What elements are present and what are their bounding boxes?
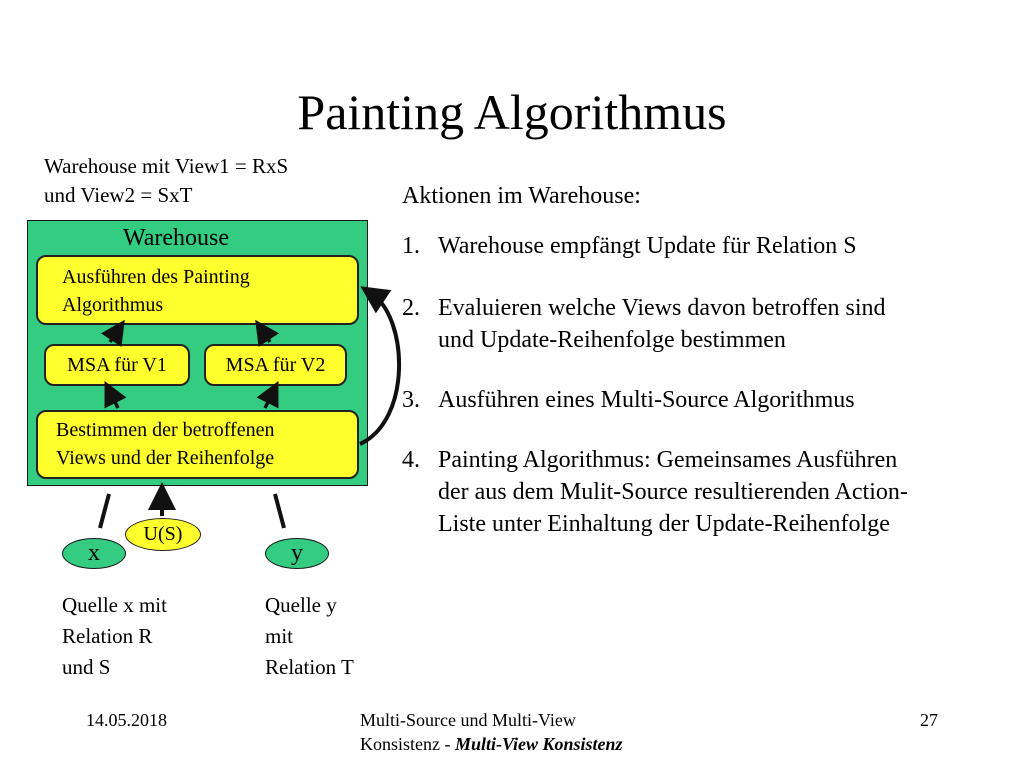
msa-v1-box: MSA für V1 bbox=[44, 344, 190, 386]
action-line: Evaluieren welche Views davon betroffen sind bbox=[438, 295, 886, 321]
painting-box-line-2: Algorithmus bbox=[62, 294, 164, 316]
arrow-msa2-to-paint bbox=[262, 330, 270, 342]
action-line: der aus dem Mulit-Source resultierenden Action- bbox=[438, 479, 908, 505]
action-text bbox=[438, 384, 855, 416]
footer-emphasis: Multi-View Konsistenz bbox=[454, 734, 623, 754]
action-text bbox=[438, 444, 908, 540]
page-number: 27 bbox=[920, 710, 938, 730]
line-y-to-warehouse bbox=[275, 494, 284, 528]
slide-title: Painting Algorithmus bbox=[297, 84, 727, 140]
footer-prefix: Konsistenz - bbox=[360, 734, 451, 754]
action-line: Painting Algorithmus: Gemeinsames Ausführen bbox=[438, 447, 898, 473]
source-x-caption-line: und S bbox=[62, 655, 111, 679]
us-node: U(S) bbox=[125, 518, 201, 551]
arrow-best-to-paint-curve bbox=[360, 294, 399, 444]
action-number: 1. bbox=[402, 233, 420, 259]
line-x-to-warehouse bbox=[100, 494, 109, 528]
source-x-caption-line: Relation R bbox=[62, 624, 153, 648]
action-line: Liste unter Einhaltung der Update-Reihenfolge bbox=[438, 511, 890, 537]
footer-date: 14.05.2018 bbox=[86, 710, 167, 730]
action-line: Warehouse empfängt Update für Relation S bbox=[438, 233, 857, 259]
source-y-caption-line: mit bbox=[265, 624, 294, 648]
msa-v2-box: MSA für V2 bbox=[204, 344, 347, 386]
arrow-best-to-msa2 bbox=[265, 392, 273, 408]
action-number: 4. bbox=[402, 447, 420, 473]
source-x-caption-line: Quelle x mit bbox=[62, 593, 167, 617]
source-x-node: x bbox=[62, 538, 126, 569]
action-text bbox=[438, 292, 886, 356]
footer-title-line-1: Multi-Source und Multi-View bbox=[360, 710, 576, 730]
source-y-caption-line: Relation T bbox=[265, 655, 354, 679]
bestimmen-box-line-1: Bestimmen der betroffenen bbox=[56, 419, 275, 441]
action-number: 2. bbox=[402, 295, 420, 321]
footer-title bbox=[360, 708, 670, 756]
warehouse-label: Warehouse bbox=[123, 225, 230, 251]
bestimmen-box-line-2: Views und der Reihenfolge bbox=[56, 447, 275, 469]
arrow-best-to-msa1 bbox=[110, 392, 118, 408]
source-y-caption bbox=[265, 590, 354, 683]
action-text bbox=[438, 230, 857, 262]
source-x-caption bbox=[62, 590, 167, 683]
caption-line-1: Warehouse mit View1 = RxS bbox=[44, 154, 289, 178]
footer-title-line-2 bbox=[360, 732, 670, 756]
source-y-node: y bbox=[265, 538, 329, 569]
action-number: 3. bbox=[402, 387, 420, 413]
arrow-msa1-to-paint bbox=[110, 330, 118, 342]
actions-heading: Aktionen im Warehouse: bbox=[402, 183, 641, 209]
painting-box-line-1: Ausführen des Painting bbox=[62, 266, 250, 288]
action-line: und Update-Reihenfolge bestimmen bbox=[438, 327, 786, 353]
action-line: Ausführen eines Multi-Source Algorithmus bbox=[438, 387, 855, 413]
source-y-caption-line: Quelle y bbox=[265, 593, 337, 617]
caption-line-2: und View2 = SxT bbox=[44, 183, 193, 207]
